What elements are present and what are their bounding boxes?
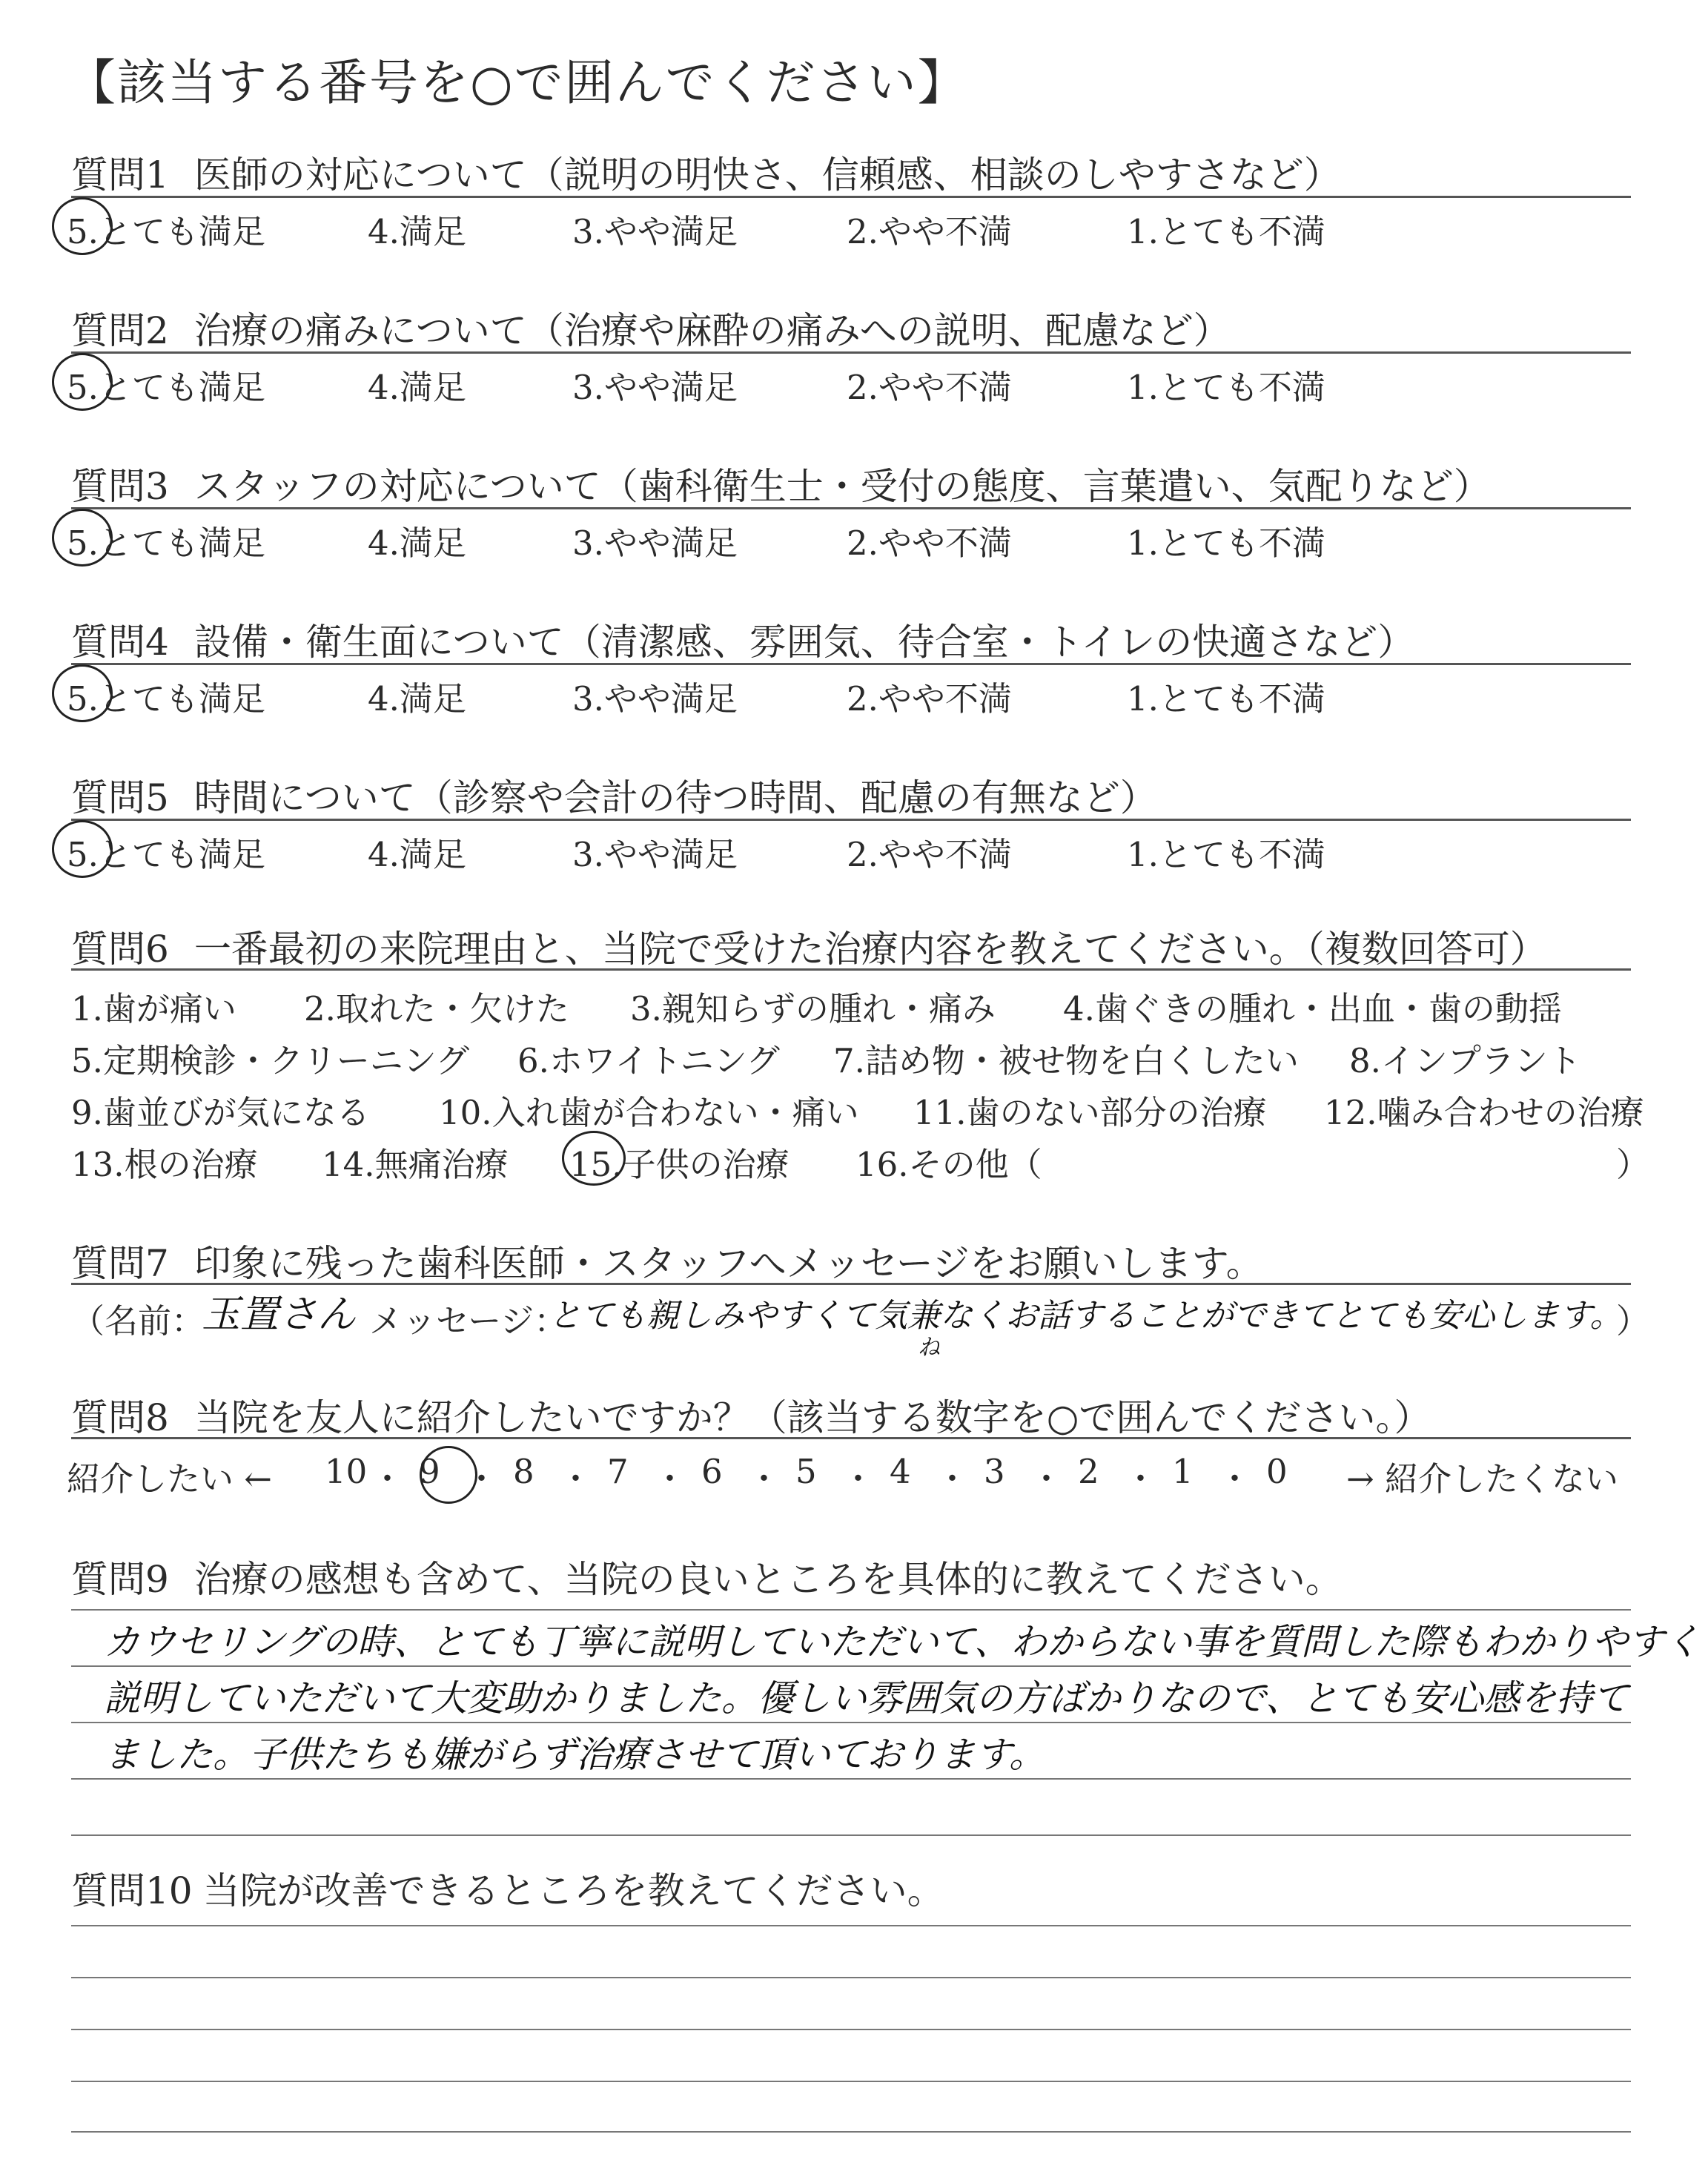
question-text: 当院を友人に紹介したいですか？（該当する数字を○で囲んでください。） xyxy=(193,1396,1431,1439)
answer-line xyxy=(71,2131,1631,2133)
rating-option[interactable]: 2.やや不満 xyxy=(847,212,1012,251)
selected-rating-circle xyxy=(52,197,113,255)
question-rule xyxy=(71,819,1631,821)
rating-option[interactable]: 5.とても満足 xyxy=(67,212,265,251)
question-text: 当院が改善できるところを教えてください。 xyxy=(202,1869,944,1912)
rating-option[interactable]: 4.満足 xyxy=(368,524,466,563)
question-number: 質問9 xyxy=(71,1558,169,1601)
recommend-left-label: 紹介したい ← xyxy=(67,1459,273,1499)
question-text: 治療の感想も含めて、当院の良いところを具体的に教えてください。 xyxy=(193,1558,1343,1601)
q6-option[interactable]: 3.親知らずの腫れ・痛み xyxy=(630,989,996,1028)
q8-selected-circle xyxy=(420,1446,477,1504)
q6-option[interactable]: 1.歯が痛い xyxy=(71,989,236,1028)
question-number: 質問10 xyxy=(71,1869,193,1912)
question-rule xyxy=(71,507,1631,509)
q6-option[interactable]: 6.ホワイトニング xyxy=(517,1041,780,1080)
q6-option[interactable]: 15.子供の治療 xyxy=(569,1145,790,1184)
scale-separator: ・ xyxy=(465,1459,499,1499)
question-rule xyxy=(71,968,1631,971)
q6-option[interactable]: 9.歯並びが気になる xyxy=(71,1093,370,1132)
rating-option[interactable]: 3.やや満足 xyxy=(572,212,738,251)
form-title: 【該当する番号を○で囲んでください】 xyxy=(67,54,968,111)
question-3 xyxy=(71,457,1631,510)
question-1 xyxy=(71,145,1631,199)
answer-line xyxy=(71,1722,1631,1723)
rating-option[interactable]: 2.やや不満 xyxy=(847,679,1012,719)
scale-separator: ・ xyxy=(371,1459,405,1499)
rating-option[interactable]: 1.とても不満 xyxy=(1127,212,1325,251)
scale-separator: ・ xyxy=(841,1459,875,1499)
question-text: 時間について（診察や会計の待つ時間、配慮の有無など） xyxy=(193,776,1157,819)
question-7 xyxy=(71,1234,1631,1287)
question-text: 治療の痛みについて（治療や麻酔の痛みへの説明、配慮など） xyxy=(193,309,1231,352)
question-number: 質問3 xyxy=(71,465,169,508)
recommend-value[interactable]: 6 xyxy=(701,1452,723,1491)
recommend-value[interactable]: 8 xyxy=(513,1452,534,1491)
rating-option[interactable]: 2.やや不満 xyxy=(847,524,1012,563)
rating-option[interactable]: 4.満足 xyxy=(368,212,466,251)
q6-option[interactable]: 12.噛み合わせの治療 xyxy=(1324,1093,1644,1132)
answer-line xyxy=(71,1665,1631,1667)
selected-rating-circle xyxy=(52,664,113,722)
q6-option[interactable]: 13.根の治療 xyxy=(71,1145,258,1184)
rating-option[interactable]: 2.やや不満 xyxy=(847,835,1012,874)
question-rule xyxy=(71,663,1631,665)
scale-separator: ・ xyxy=(653,1459,687,1499)
question-rule xyxy=(71,351,1631,354)
rating-option[interactable]: 1.とても不満 xyxy=(1127,835,1325,874)
question-4 xyxy=(71,612,1631,666)
selected-rating-circle xyxy=(52,509,113,567)
scale-separator: ・ xyxy=(1124,1459,1158,1499)
scale-separator: ・ xyxy=(559,1459,593,1499)
q6-option[interactable]: 5.定期検診・クリーニング xyxy=(71,1041,470,1080)
question-number: 質問7 xyxy=(71,1242,169,1285)
recommend-value[interactable]: 5 xyxy=(795,1452,817,1491)
q6-option[interactable]: 8.インプラント xyxy=(1349,1041,1581,1080)
scale-separator: ・ xyxy=(936,1459,970,1499)
question-8 xyxy=(71,1388,1631,1441)
recommend-value[interactable]: 7 xyxy=(607,1452,629,1491)
rating-option[interactable]: 3.やや満足 xyxy=(572,835,738,874)
name-handwritten: 玉置さん xyxy=(202,1292,357,1337)
answer-line xyxy=(71,2081,1631,2082)
q6-option[interactable]: 7.詰め物・被せ物を白くしたい xyxy=(833,1041,1299,1080)
rating-option[interactable]: 2.やや不満 xyxy=(847,368,1012,407)
answer-line xyxy=(71,2029,1631,2030)
rating-option[interactable]: 3.やや満足 xyxy=(572,368,738,407)
q6-selected-circle xyxy=(562,1131,626,1186)
rating-option[interactable]: 1.とても不満 xyxy=(1127,368,1325,407)
answer-line xyxy=(71,1778,1631,1780)
rating-option[interactable]: 1.とても不満 xyxy=(1127,524,1325,563)
recommend-value[interactable]: 2 xyxy=(1078,1452,1099,1491)
question-rule xyxy=(71,1437,1631,1439)
question-text: 設備・衛生面について（清潔感、雰囲気、待合室・トイレの快適さなど） xyxy=(193,621,1415,664)
q9-answer-line-3: ました。子供たちも嫌がらず治療させて頂いております。 xyxy=(104,1734,1046,1776)
scale-separator: ・ xyxy=(747,1459,781,1499)
recommend-value[interactable]: 1 xyxy=(1172,1452,1194,1491)
question-number: 質問5 xyxy=(71,776,169,819)
recommend-value[interactable]: 10 xyxy=(325,1452,368,1491)
rating-option[interactable]: 3.やや満足 xyxy=(572,679,738,719)
recommend-right-label: → 紹介したくない xyxy=(1346,1459,1619,1499)
answer-line xyxy=(71,1925,1631,1926)
recommend-value[interactable]: 9 xyxy=(419,1452,440,1491)
question-number: 質問6 xyxy=(71,928,169,971)
selected-rating-circle xyxy=(52,353,113,411)
question-2 xyxy=(71,301,1631,354)
scale-separator: ・ xyxy=(1218,1459,1252,1499)
answer-line xyxy=(71,1609,1631,1611)
question-number: 質問8 xyxy=(71,1396,169,1439)
q9-answer-line-1: カウセリングの時、とても丁寧に説明していただいて、わからない事を質問した際もわかりやすく xyxy=(104,1621,1701,1663)
question-text: 印象に残った歯科医師・スタッフへメッセージをお願いします。 xyxy=(193,1242,1263,1285)
message-label: メッセージ： xyxy=(369,1301,568,1341)
recommend-value[interactable]: 0 xyxy=(1266,1452,1288,1491)
answer-line xyxy=(71,1834,1631,1836)
rating-option[interactable]: 4.満足 xyxy=(368,679,466,719)
question-text: スタッフの対応について（歯科衛生士・受付の態度、言葉遣い、気配りなど） xyxy=(193,465,1491,508)
q9-answer-line-2: 説明していただいて大変助かりました。優しい雰囲気の方ばかりなので、とても安心感を持て xyxy=(104,1677,1629,1720)
message-close-paren: ） xyxy=(1616,1301,1650,1341)
rating-option[interactable]: 1.とても不満 xyxy=(1127,679,1325,719)
question-rule xyxy=(71,196,1631,198)
q6-option[interactable]: 4.歯ぐきの腫れ・出血・歯の動揺 xyxy=(1063,989,1562,1028)
recommend-value[interactable]: 4 xyxy=(890,1452,911,1491)
rating-option[interactable]: 5.とても満足 xyxy=(67,835,265,874)
message-correction: ね xyxy=(918,1335,940,1361)
rating-option[interactable]: 4.満足 xyxy=(368,835,466,874)
q6-option[interactable]: 2.取れた・欠けた xyxy=(304,989,569,1028)
question-10 xyxy=(71,1861,1631,1915)
question-number: 質問4 xyxy=(71,621,169,664)
other-close-paren: ） xyxy=(1616,1145,1650,1184)
question-number: 質問1 xyxy=(71,153,169,196)
q6-option[interactable]: 11.歯のない部分の治療 xyxy=(913,1093,1267,1132)
recommend-value[interactable]: 3 xyxy=(984,1452,1005,1491)
question-6 xyxy=(71,919,1631,973)
question-5 xyxy=(71,768,1631,822)
selected-rating-circle xyxy=(52,820,113,878)
rating-option[interactable]: 5.とても満足 xyxy=(67,679,265,719)
rating-option[interactable]: 4.満足 xyxy=(368,368,466,407)
question-9 xyxy=(71,1550,1631,1603)
message-handwritten: とても親しみやすくて気兼なくお話することができてとても安心します。 xyxy=(549,1297,1623,1335)
question-text: 一番最初の来院理由と、当院で受けた治療内容を教えてください。（複数回答可） xyxy=(193,928,1547,971)
rating-option[interactable]: 5.とても満足 xyxy=(67,524,265,563)
question-number: 質問2 xyxy=(71,309,169,352)
name-label: （名前： xyxy=(71,1301,205,1341)
rating-option[interactable]: 5.とても満足 xyxy=(67,368,265,407)
rating-option[interactable]: 3.やや満足 xyxy=(572,524,738,563)
question-text: 医師の対応について（説明の明快さ、信頼感、相談のしやすさなど） xyxy=(193,153,1341,196)
q6-option[interactable]: 10.入れ歯が合わない・痛い xyxy=(439,1093,859,1132)
q6-option[interactable]: 14.無痛治療 xyxy=(322,1145,509,1184)
q6-option[interactable]: 16.その他（ xyxy=(855,1145,1042,1184)
scale-separator: ・ xyxy=(1030,1459,1064,1499)
answer-line xyxy=(71,1977,1631,1978)
